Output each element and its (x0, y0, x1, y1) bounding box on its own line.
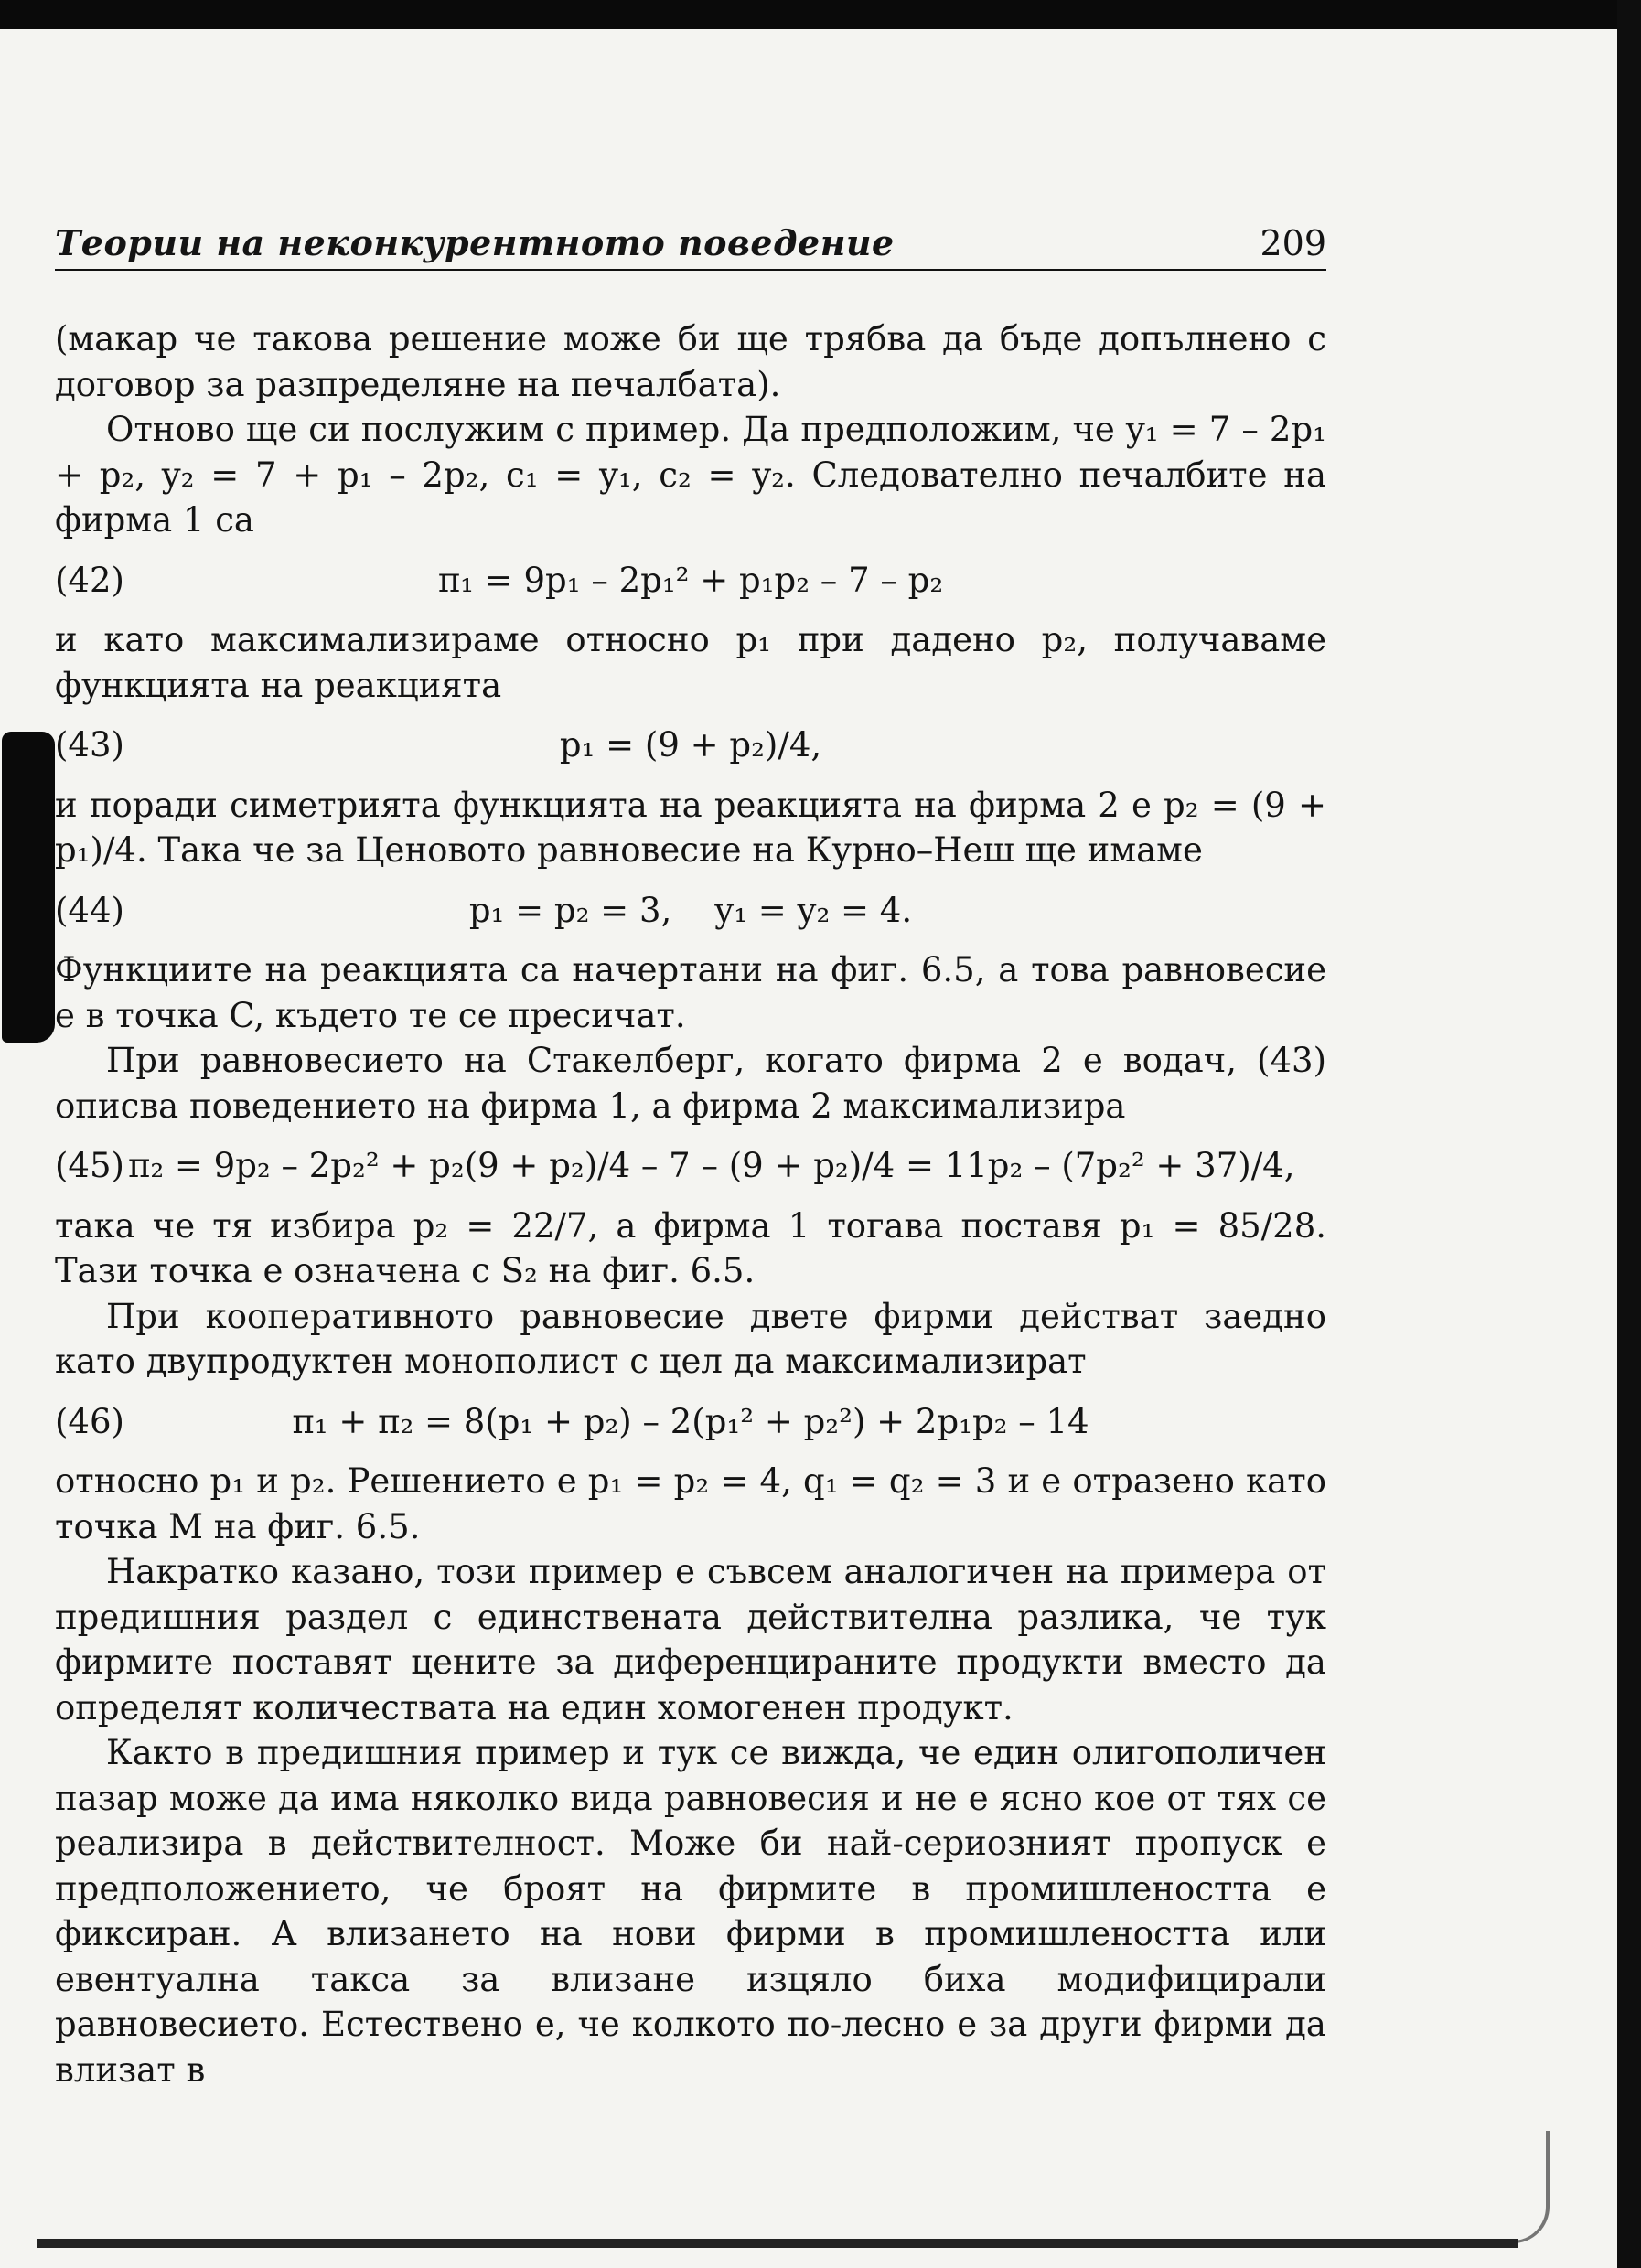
equation-number: (42) (55, 560, 124, 600)
paragraph: така че тя избира p₂ = 22/7, а фирма 1 тогава поставя p₁ = 85/28. Тази точка е означена с S₂ на фиг. 6.5. (55, 1205, 1326, 1290)
running-title: Теории на неконкурентното поведение (55, 222, 895, 263)
page-header (55, 218, 1326, 271)
scan-bottom-edge (37, 2239, 1518, 2248)
scan-right-border (1617, 0, 1641, 2268)
equation-formula: p₁ = (9 + p₂)/4, (559, 725, 822, 765)
paragraph: При равновесието на Стакелберг, когато фирма 2 е водач, (43) описва поведението на фирма 1, а фирма 2 максимализира (55, 1041, 1326, 1126)
scan-top-border (0, 0, 1641, 29)
equation-formula: p₁ = p₂ = 3, y₁ = y₂ = 4. (468, 890, 913, 930)
page-number: 209 (1260, 223, 1326, 263)
equation-46 (55, 1399, 1326, 1445)
equation-number: (43) (55, 725, 124, 765)
equation-formula: π₂ = 9p₂ – 2p₂² + p₂(9 + p₂)/4 – 7 – (9 + p₂)/4 = 11p₂ – (7p₂² + 37)/4, (128, 1146, 1295, 1185)
equation-44 (55, 888, 1326, 934)
scan-binding-shadow (2, 732, 55, 1043)
paragraph: относно p₁ и p₂. Решението е p₁ = p₂ = 4, q₁ = q₂ = 3 и е отразено като точка M на фиг. 6.5. (55, 1461, 1326, 1546)
paragraph: Функциите на реакцията са начертани на фиг. 6.5, а това равновесие е в точка C, където те се пресичат. (55, 950, 1326, 1035)
equation-formula: π₁ + π₂ = 8(p₁ + p₂) – 2(p₁² + p₂²) + 2p₁p₂ – 14 (292, 1401, 1089, 1441)
equation-number: (46) (55, 1401, 124, 1441)
paragraph: Отново ще си послужим с пример. Да предположим, че y₁ = 7 – 2p₁ + p₂, y₂ = 7 + p₁ – 2p₂, c₁ = y₁, c₂ = y₂. Следователно печалбите на фирма 1 са (55, 410, 1326, 540)
paragraph: При кооперативното равновесие двете фирми действат заедно като двупродуктен монополист с цел да максимализират (55, 1296, 1326, 1381)
equation-42 (55, 558, 1326, 604)
paragraph: (макар че такова решение може би ще трябва да бъде допълнено с договор за разпределяне на печалбата). (55, 319, 1326, 404)
page-body (55, 316, 1326, 2092)
paragraph: Както в предишния пример и тук се вижда, че един олигополичен пазар може да има няколко вида равновесия и не е ясно кое от тях се реализира в действителност. Може би най-сериозният пропуск е предположението, че броят на фирмите в промишлеността е фиксиран. А влизането на нови фирми в промишлеността или евентуална такса за влизане изцяло биха модифицирали равновесието. Естествено е, че колкото по-лесно е за други фирми да влизат в (55, 1733, 1326, 2090)
equation-number: (45) (55, 1146, 124, 1185)
paragraph: и поради симетрията функцията на реакцията на фирма 2 е p₂ = (9 + p₁)/4. Така че за Ценовото равновесие на Курно–Неш ще имаме (55, 785, 1326, 870)
equation-number: (44) (55, 890, 124, 930)
paragraph: и като максимализираме относно p₁ при дадено p₂, получаваме функцията на реакцията (55, 620, 1326, 705)
equation-45 (55, 1143, 1326, 1189)
equation-43 (55, 722, 1326, 768)
equation-formula: π₁ = 9p₁ – 2p₁² + p₁p₂ – 7 – p₂ (437, 560, 944, 600)
scan-page-curl (1491, 2131, 1550, 2243)
paragraph: Накратко казано, този пример е съвсем аналогичен на примера от предишния раздел с единствената действителна разлика, че тук фирмите поставят цените за диференцираните продукти вместо да определят количествата на един хомогенен продукт. (55, 1552, 1326, 1728)
